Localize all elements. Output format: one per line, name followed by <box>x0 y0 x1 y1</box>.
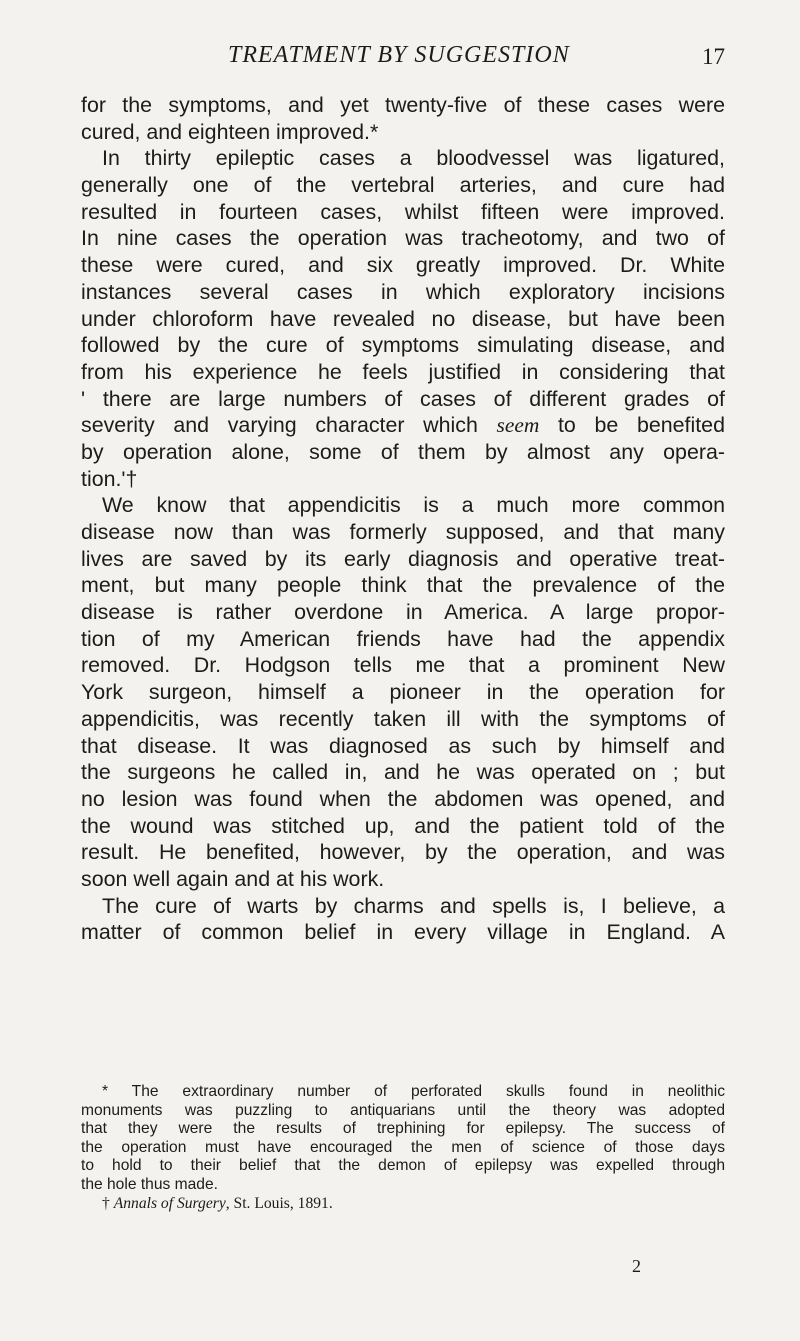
citation-rest: , St. Louis, 1891. <box>225 1194 333 1212</box>
text-line: ' there are large numbers of cases of different grades of <box>81 386 725 411</box>
text-line: In nine cases the operation was tracheotomy, and two of <box>81 226 725 251</box>
footnote-line: the hole thus made. <box>81 1175 218 1193</box>
running-title: TREATMENT BY SUGGESTION <box>228 42 570 68</box>
text-line: cured, and eighteen improved.* <box>81 119 379 144</box>
text-line: tion of my American friends have had the appendix <box>81 626 725 651</box>
footnote-dagger <box>81 1195 725 1214</box>
footnote-line: * The extraordinary number of perforated skulls found in neolithic <box>102 1083 725 1100</box>
footnote-line: to hold to their belief that the demon of epilepsy was expelled through <box>81 1157 725 1175</box>
running-header <box>0 40 800 84</box>
signature-mark: 2 <box>632 1256 641 1276</box>
text-line: by operation alone, some of them by almost any opera- <box>81 439 725 464</box>
text-line: soon well again and at his work. <box>81 866 385 891</box>
footnotes <box>81 1083 725 1213</box>
text-line: disease now than was formerly supposed, and that many <box>81 520 725 544</box>
text-line: removed. Dr. Hodgson tells me that a prominent New <box>81 653 725 678</box>
text-line: lives are saved by its early diagnosis and operative treat- <box>81 546 725 571</box>
emphasis: seem <box>496 413 540 438</box>
text-line: from his experience he feels justified in considering that <box>81 359 725 384</box>
journal-title: Annals of Surgery <box>113 1194 226 1212</box>
text-line: the wound was stitched up, and the patient told of the <box>81 813 725 838</box>
text-line: resulted in fourteen cases, whilst fifteen were improved. <box>81 199 725 224</box>
footnote-line: monuments was puzzling to antiquarians until the theory was adopted <box>81 1101 725 1119</box>
body-text <box>81 92 725 946</box>
text-line: no lesion was found when the abdomen was opened, and <box>81 786 725 811</box>
text-line: We know that appendicitis is a much more common <box>102 493 725 518</box>
text-line: ment, but many people think that the prevalence of the <box>81 573 725 598</box>
text-line: York surgeon, himself a pioneer in the operation for <box>81 680 725 705</box>
text-line: instances several cases in which exploratory incisions <box>81 279 725 304</box>
text-line <box>81 412 725 439</box>
text-line: these were cured, and six greatly improved. Dr. White <box>81 253 725 278</box>
text-line: disease is rather overdone in America. A large propor- <box>81 600 725 625</box>
text-line: result. He benefited, however, by the operation, and was <box>81 840 725 865</box>
text-segment: to be benefited <box>557 413 725 438</box>
text-line: In thirty epileptic cases a bloodvessel was ligatured, <box>102 146 725 171</box>
text-line: The cure of warts by charms and spells is, I believe, a <box>102 893 725 918</box>
text-line: appendicitis, was recently taken ill with the symptoms of <box>81 706 725 731</box>
footnote-line: the operation must have encouraged the men of science of those days <box>81 1138 725 1156</box>
text-line: tion.'† <box>81 466 138 491</box>
text-line: matter of common belief in every village in England. A <box>81 920 725 945</box>
text-line: the surgeons he called in, and he was operated on ; but <box>81 760 725 785</box>
text-line: under chloroform have revealed no disease, but have been <box>81 306 725 331</box>
text-line: followed by the cure of symptoms simulating disease, and <box>81 333 725 358</box>
text-line: for the symptoms, and yet twenty-five of these cases were <box>81 93 725 117</box>
text-line: that disease. It was diagnosed as such by himself and <box>81 733 725 758</box>
page-number: 17 <box>702 44 725 69</box>
footnote-line: that they were the results of trephining for epilepsy. The success of <box>81 1120 725 1138</box>
text-line: generally one of the vertebral arteries, and cure had <box>81 173 725 198</box>
dagger-mark: † <box>102 1194 110 1212</box>
text-segment: severity and varying character which <box>81 413 478 438</box>
